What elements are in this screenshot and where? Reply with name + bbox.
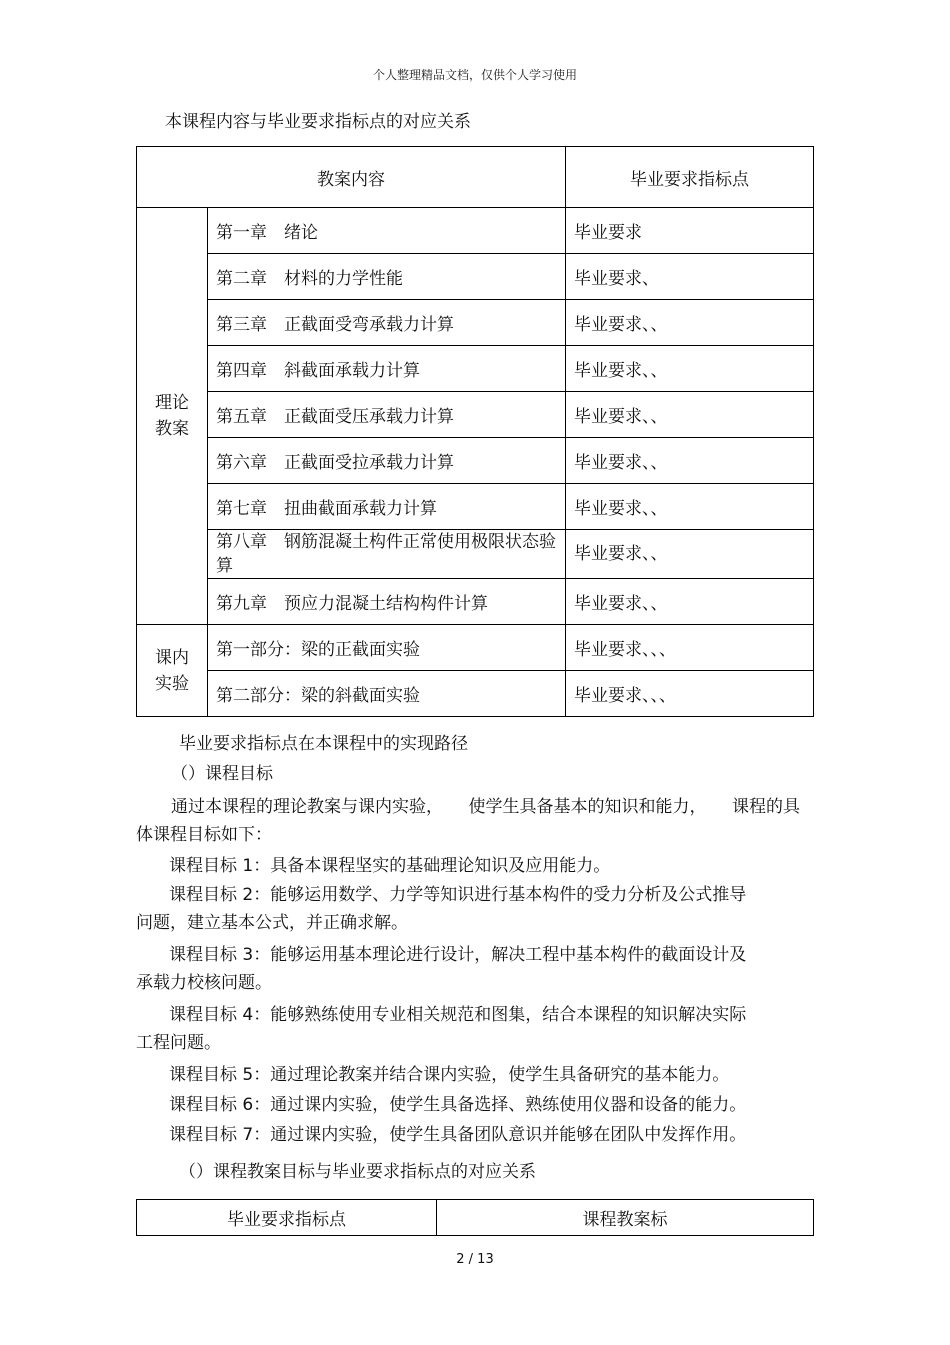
row-content: 第四章 斜截面承载力计算 bbox=[208, 346, 566, 392]
goal-1: 课程目标 1：具备本课程坚实的基础理论知识及应用能力。 bbox=[169, 856, 611, 876]
group-label: 课内 实验 bbox=[155, 647, 189, 694]
row-content: 第九章 预应力混凝土结构构件计算 bbox=[208, 579, 566, 625]
header-index: 毕业要求指标点 bbox=[566, 147, 814, 208]
goal-6: 课程目标 6：通过课内实验，使学生具备选择、熟练使用仪器和设备的能力。 bbox=[169, 1095, 747, 1115]
row-content: 第二部分：梁的斜截面实验 bbox=[208, 671, 566, 717]
header-note: 个人整理精品文档，仅供个人学习使用 bbox=[372, 68, 577, 82]
header-index: 毕业要求指标点 bbox=[137, 1200, 437, 1236]
goal-relation-table bbox=[136, 1199, 814, 1236]
goal-2-cont: 问题，建立基本公式，并正确求解。 bbox=[136, 913, 408, 933]
row-index: 毕业要求、 bbox=[566, 254, 814, 300]
row-index: 毕业要求、、 bbox=[566, 300, 814, 346]
table-row bbox=[137, 625, 814, 671]
table-row bbox=[137, 346, 814, 392]
section-heading-goals: （）课程目标 bbox=[171, 764, 273, 784]
goal-4: 课程目标 4：能够熟练使用专业相关规范和图集，结合本课程的知识解决实际 bbox=[169, 1005, 747, 1025]
row-index: 毕业要求、、 bbox=[566, 392, 814, 438]
goal-3: 课程目标 3：能够运用基本理论进行设计，解决工程中基本构件的截面设计及 bbox=[169, 945, 747, 965]
table-row bbox=[137, 300, 814, 346]
goal-5: 课程目标 5：通过理论教案并结合课内实验，使学生具备研究的基本能力。 bbox=[169, 1065, 730, 1085]
goal-2: 课程目标 2：能够运用数学、力学等知识进行基本构件的受力分析及公式推导 bbox=[169, 885, 747, 905]
row-content: 第三章 正截面受弯承载力计算 bbox=[208, 300, 566, 346]
table-row bbox=[137, 254, 814, 300]
table-row bbox=[137, 208, 814, 254]
row-index: 毕业要求、、 bbox=[566, 484, 814, 530]
page-number: 2 / 13 bbox=[456, 1252, 494, 1267]
table-row bbox=[137, 530, 814, 579]
intro-line: 体课程目标如下： bbox=[136, 825, 272, 845]
intro-line: 通过本课程的理论教案与课内实验， 使学生具备基本的知识和能力， 课程的具 bbox=[171, 797, 800, 817]
group-label-lab bbox=[137, 625, 208, 717]
table-header-row bbox=[137, 1200, 814, 1236]
table-row bbox=[137, 579, 814, 625]
goal-4-cont: 工程问题。 bbox=[136, 1033, 221, 1053]
course-content-table bbox=[136, 146, 814, 717]
table-row bbox=[137, 392, 814, 438]
row-index: 毕业要求、、 bbox=[566, 438, 814, 484]
group-label-theory bbox=[137, 208, 208, 625]
section-heading-path: 毕业要求指标点在本课程中的实现路径 bbox=[179, 734, 468, 754]
header-goal: 课程教案标 bbox=[437, 1200, 814, 1236]
row-index: 毕业要求、、 bbox=[566, 579, 814, 625]
goal-3-cont: 承载力校核问题。 bbox=[136, 973, 272, 993]
row-content: 第一章 绪论 bbox=[208, 208, 566, 254]
group-label: 理论 教案 bbox=[155, 393, 189, 439]
header-content: 教案内容 bbox=[137, 147, 566, 208]
section-heading-relation: （）课程教案目标与毕业要求指标点的对应关系 bbox=[179, 1162, 536, 1182]
row-content: 第七章 扭曲截面承载力计算 bbox=[208, 484, 566, 530]
row-content: 第五章 正截面受压承载力计算 bbox=[208, 392, 566, 438]
goal-7: 课程目标 7：通过课内实验，使学生具备团队意识并能够在团队中发挥作用。 bbox=[169, 1125, 747, 1145]
table-row bbox=[137, 438, 814, 484]
row-index: 毕业要求、、 bbox=[566, 346, 814, 392]
table-row bbox=[137, 671, 814, 717]
row-index: 毕业要求 bbox=[566, 208, 814, 254]
table1-title: 本课程内容与毕业要求指标点的对应关系 bbox=[165, 112, 471, 132]
row-index: 毕业要求、、、 bbox=[566, 625, 814, 671]
row-content: 第一部分：梁的正截面实验 bbox=[208, 625, 566, 671]
row-content: 第八章 钢筋混凝土构件正常使用极限状态验算 bbox=[208, 530, 566, 579]
table-row bbox=[137, 484, 814, 530]
row-content: 第六章 正截面受拉承载力计算 bbox=[208, 438, 566, 484]
row-index: 毕业要求、、、 bbox=[566, 671, 814, 717]
table-header-row bbox=[137, 147, 814, 208]
row-index: 毕业要求、、 bbox=[566, 530, 814, 579]
row-content: 第二章 材料的力学性能 bbox=[208, 254, 566, 300]
